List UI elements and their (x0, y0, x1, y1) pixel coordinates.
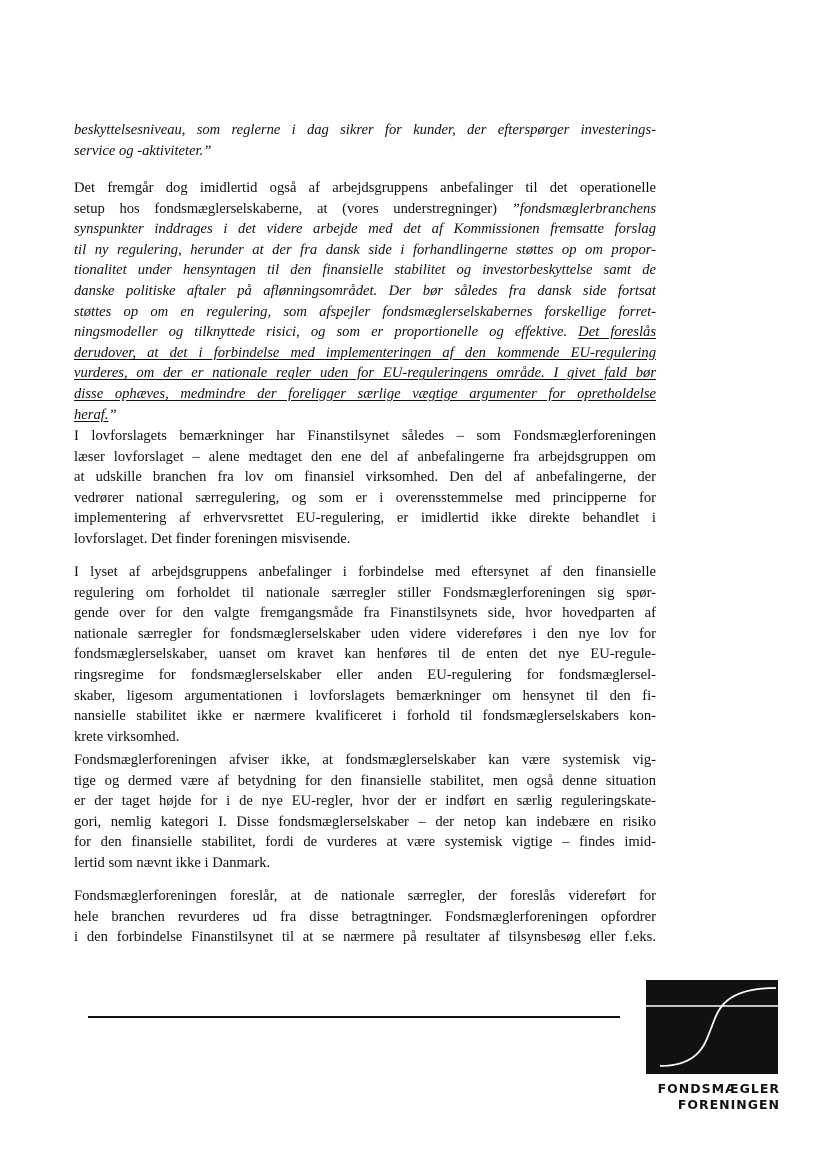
underlined-quote-line: derudover, at det i forbindelse med implementeringen af den kommende EU-regulering (74, 344, 656, 361)
text-line: i den forbindelse Finanstilsynet til at se nærmere på resultater af tilsynsbesøg eller f.eks. (74, 929, 656, 946)
logo-wordmark-line1: FONDSMÆGLER (657, 1081, 780, 1096)
integral-curve-logo-icon (646, 980, 778, 1074)
quote-line: til ny regulering, herunder at der fra dansk side i forhandlingerne støttes op om propor- (74, 241, 656, 258)
text-line: gende over for den valgte fremgangsmåde fra Finanstilsynets side, hvor hovedparten af (74, 605, 656, 622)
underlined-run: Det foreslås (578, 324, 656, 341)
footer-divider (88, 1016, 620, 1018)
text-line: service og -aktiviteter.” (74, 142, 212, 159)
text-line: gori, nemlig kategori I. Disse fondsmæglerselskaber – der netop kan indebære en risiko (74, 813, 656, 830)
text-line: Det fremgår dog imidlertid også af arbejdsgruppens anbefalinger til det operationelle (74, 180, 656, 196)
text-line: læser lovforslaget – alene medtaget den ene del af anbefalingerne fra arbejdsgruppen om (74, 448, 656, 465)
quote-line: danske politiske aftaler på aflønningsområdet. Der bør således fra dansk side fortsat (74, 282, 656, 299)
proposal-paragraph (74, 886, 656, 948)
bill-remarks-paragraph (74, 426, 656, 550)
text-line: tige og dermed være af betydning for den finansielle stabilitet, men også denne situation (74, 772, 656, 789)
text-line: for den finansielle stabilitet, fordi de vurderes at være systemisk vigtige – findes imid- (74, 834, 656, 851)
quote-line (74, 322, 656, 343)
underlined-run: heraf. (74, 406, 109, 423)
underlined-quote-line: vurderes, om der er nationale regler uden for EU-reguleringens område. I givet fald bør (74, 365, 656, 382)
text-line: krete virksomhed. (74, 728, 180, 745)
systemic-firms-paragraph (74, 750, 656, 874)
text-line: at udskille branchen fra lov om finansiel virksomhed. Den del af anbefalingerne, der (74, 469, 656, 486)
text-line: lertid som nævnt ikke i Danmark. (74, 854, 271, 871)
underlined-quote-line: disse ophæves, medmindre der foreligger særlige vægtige argumenter for opretholdelse (74, 385, 656, 402)
text-line: ringsregime for fondsmæglerselskaber eller anden EU-regulering for fondsmæglersel- (74, 666, 656, 683)
text-line: nationale særregler for fondsmæglerselskaber uden videre videreføres i den nye lov for (74, 625, 656, 642)
text-line: regulering om forholdet til nationale særregler stiller Fondsmæglerforeningen sig spør- (74, 584, 656, 601)
quote-line: støttes op om en regulering, som afspejler fondsmæglerselskabernes forskellige forret- (74, 303, 656, 320)
quote-line: tionalitet under hensyntagen til den finansielle stabilitet og investorbeskyttelse samt de (74, 262, 656, 279)
text-line: er der taget højde for i de nye EU-regler, hvor der er indført en særlig reguleringskate- (74, 793, 656, 810)
text-line: Fondsmæglerforeningen foreslår, at de nationale særregler, der foreslås videreført for (74, 888, 656, 904)
text-line: nansielle stabilitet ikke er nærmere kvalificeret i forhold til fondsmæglerselskabers kon- (74, 708, 656, 725)
text-line: implementering af erhvervsrettet EU-regulering, er imidlertid ikke direkte behandlet i (74, 510, 656, 527)
text-run: ningsmodeller og tilknyttede risici, og som er proportionelle og effektive. (74, 324, 579, 341)
quote-close-run: ” (108, 406, 117, 423)
text-line: I lovforslagets bemærkninger har Finanstilsynet således – som Fondsmæglerforeningen (74, 428, 656, 444)
national-rules-paragraph (74, 562, 656, 747)
text-run: setup hos fondsmæglerselskaberne, at (vores understregninger) (74, 200, 512, 217)
text-line: fondsmæglerselskaber, uanset om kravet kan henføres til de enten det nye EU-regule- (74, 646, 656, 663)
quote-end-paragraph (74, 120, 656, 161)
text-line: lovforslaget. Det finder foreningen misvisende. (74, 530, 351, 547)
quote-line (74, 405, 656, 426)
text-line: I lyset af arbejdsgruppens anbefalinger i forbindelse med eftersynet af den finansielle (74, 564, 656, 580)
text-line: vedrører national særregulering, og som er i overensstemmelse med principperne for (74, 489, 656, 506)
text-line (74, 199, 656, 220)
quote-open-run: ”fondsmæglerbranchens (511, 200, 656, 217)
text-line: hele branchen revurderes ud fra disse betragtninger. Fondsmæglerforeningen opfordrer (74, 908, 656, 925)
working-group-quote-paragraph (74, 178, 656, 425)
quote-line: synspunkter inddrages i det videre arbejde med det af Kommissionen fremsatte forslag (74, 221, 656, 238)
text-line: skaber, ligesom argumentationen i lovforslagets bemærkninger om hensynet til den fi- (74, 687, 656, 704)
logo-wordmark-line2: FORENINGEN (677, 1097, 780, 1112)
text-line: Fondsmæglerforeningen afviser ikke, at fondsmæglerselskaber kan være systemisk vig- (74, 752, 656, 768)
text-line: beskyttelsesniveau, som reglerne i dag sikrer for kunder, der efterspørger investerings- (74, 122, 656, 138)
